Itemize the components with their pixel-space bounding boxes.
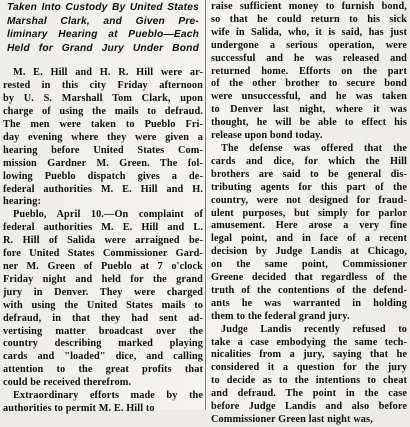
text-line: hearing: xyxy=(3,196,41,208)
text-line: defraud, in that they had sent ad- xyxy=(3,312,203,324)
text-line: lowing Pueblo dispatch gives a de- xyxy=(3,170,203,182)
text-line: considered it a question for the jury xyxy=(211,362,407,374)
text-line: ner M. Green of Pueblo at 7 o'clock xyxy=(3,260,203,272)
text-line: by U. S. Marshall Tom Clark, upon xyxy=(3,93,203,105)
text-line: wife in Salida, who, it is said, has just xyxy=(211,26,407,38)
text-line: legal point, and in face of a recent xyxy=(211,233,407,245)
column-divider xyxy=(205,0,206,410)
text-line: Pueblo, April 10.—On complaint of xyxy=(13,209,203,221)
text-line: on the same point, Commissioner xyxy=(211,259,407,271)
text-line: brothers are said to be general dis- xyxy=(211,168,407,180)
text-line: to Denver last night, where it was xyxy=(211,104,407,116)
headline-line: Held for Grand Jury Under Bond xyxy=(7,42,199,54)
text-line: release upon bond today. xyxy=(211,130,323,142)
headline-line: liminary Hearing at Pueblo—Each xyxy=(7,29,199,41)
text-line: The men were taken to Pueblo Fri- xyxy=(3,119,203,130)
text-line: successful and he was released and xyxy=(211,52,407,64)
text-line: jury in Denver. They were charged xyxy=(3,286,203,298)
text-line: authorities to permit M. E. Hill to xyxy=(3,402,155,414)
right-column xyxy=(211,1,407,427)
text-line: and defraud. The point in the case xyxy=(211,388,407,400)
text-line: federal authorities M. E. Hill and L. xyxy=(3,222,203,234)
text-line: with using the United States mails to xyxy=(3,299,203,311)
left-column xyxy=(3,1,203,416)
text-line: ants he was warranted in holding xyxy=(211,297,407,309)
text-line: country describing marked playing xyxy=(3,338,203,350)
text-line: nicalities from a jury, saying that he xyxy=(211,349,407,361)
text-line: tributing agents for this part of the xyxy=(211,181,407,193)
text-line: cards and dice, for which the Hill xyxy=(211,155,407,167)
body-text-left xyxy=(3,67,203,415)
text-line: them to the federal grand jury. xyxy=(211,310,350,322)
text-line: The defense was offered that the xyxy=(221,142,407,154)
text-line: R. Hill of Salida were arraigned be- xyxy=(3,235,203,247)
text-line: to decide as to the intentions to cheat xyxy=(211,375,407,387)
text-line: before Judge Landis and also before xyxy=(211,401,407,413)
text-line: Greene decided that regardless of the xyxy=(211,272,407,284)
text-line: truth of the contentions of the defend- xyxy=(211,284,407,296)
text-line: amusement. Here arose a very fine xyxy=(211,220,407,232)
text-line: returned home. Efforts on the part xyxy=(211,65,407,77)
text-line: mission Gardner M. Green. The fol- xyxy=(3,157,203,169)
text-line: ulent purposes, but simply for parlor xyxy=(211,207,407,219)
text-line: federal authorities M. E. Hill and H. xyxy=(3,183,203,195)
text-line: thought, he will be able to effect his xyxy=(211,117,407,129)
text-line: vertising matter broadcast over the xyxy=(3,325,203,337)
headline-line: Marshal Clark, and Given Pre- xyxy=(7,15,199,27)
text-line: M. E. Hill and H. R. Hill were ar- xyxy=(13,67,203,79)
text-line: rested in this city Friday afternoon xyxy=(3,80,203,92)
text-line: attention to the great profits that xyxy=(3,364,203,376)
text-line: cards and "loaded" dice, and calling xyxy=(3,351,203,363)
text-line: Friday night and held for the grand xyxy=(3,273,203,285)
text-line: could be received therefrom. xyxy=(3,377,132,389)
text-line: hearing before United States Com- xyxy=(3,144,203,156)
headline-line: Taken Into Custody By United States xyxy=(7,2,199,13)
text-line: charge of using the mails to defraud. xyxy=(3,106,203,118)
text-line: of the other brother to secure bond xyxy=(211,78,407,90)
text-line: were unsuccessful, and he was taken xyxy=(211,91,407,103)
text-line: day evening where they were given a xyxy=(3,131,203,143)
text-line: country, were not designed for fraud- xyxy=(211,194,407,206)
text-line: take a case embodying the same tech- xyxy=(211,336,407,348)
headline xyxy=(3,1,203,55)
text-line: raise sufficient money to furnish bond, xyxy=(211,1,407,12)
text-line: Commissioner Green last night was, xyxy=(211,414,373,425)
text-line: decision by Judge Landis at Chicago, xyxy=(211,246,407,258)
text-line: Judge Landis recently refused to xyxy=(221,323,407,335)
text-line: undergone a serious operation, were xyxy=(211,39,407,51)
text-line: fore United States Commissioner Gard- xyxy=(3,248,203,260)
text-line: so that he could return to his sick xyxy=(211,13,407,25)
text-line: Extraordinary efforts made by the xyxy=(13,390,203,402)
